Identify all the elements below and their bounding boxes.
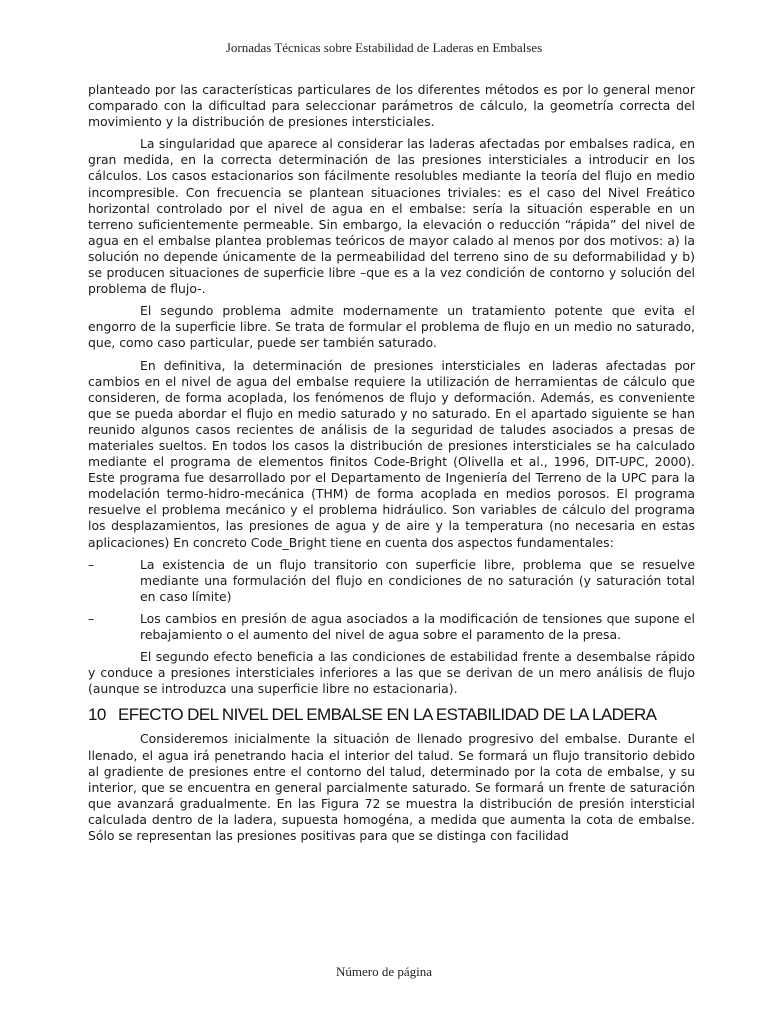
paragraph-en-definitiva: En definitiva, la determinación de presiones intersticiales en laderas afectadas por cambios en el nivel de agua del embalse requiere la utilización de herramientas de cálculo que consideren, de forma acoplada, los fenómenos de flujo y deformación. Además, es conveniente que se pueda abordar el flujo en medio saturado y no saturado. En el apartado siguiente se han reunido algunos casos recientes de análisis de la seguridad de taludes asociados a presas de materiales sueltos. En todos los casos la distribución de presiones intersticiales se ha calculado mediante el programa de elementos finitos Code-Bright (Olivella et al., 1996, DIT-UPC, 2000). Este programa fue desarrollado por el Departamento de Ingeniería del Terreno de la UPC para la modelación termo-hidro-mecánica (THM) de forma acoplada en medios porosos. El programa resuelve el problema mecánico y el problema hidráulico. Son variables de cálculo del programa los desplazamientos, las presiones de agua y de aire y la temperatura (no necesaria en estas aplicaciones) En concreto Code_Bright tiene en cuenta dos aspectos fundamentales: — [88, 357, 695, 550]
body-text — [88, 82, 695, 850]
dash-marker: – — [88, 610, 95, 626]
section-number: 10 — [88, 705, 106, 725]
dash-marker: – — [88, 556, 95, 572]
page-number-footer: Número de página — [335, 964, 433, 979]
paragraph-segundo-problema: El segundo problema admite modernamente un tratamiento potente que evita el engorro de la superficie libre. Se trata de formular el problema de flujo en un medio no saturado, que, como caso particular, puede ser también saturado. — [88, 303, 695, 351]
paragraph-singularidad: La singularidad que aparece al considerar las laderas afectadas por embalses radica, en gran medida, en la correcta determinación de las presiones intersticiales a introducir en los cálculos. Los casos estacionarios son fácilmente resolubles mediante la teoría del flujo en medio incompresible. Con frecuencia se plantean situaciones triviales: es el caso del Nivel Freático horizontal controlado por el nivel de agua en el embalse: sería la situación esperable en un terreno suficientemente permeable. Sin embargo, la elevación o reducción “rápida” del nivel de agua en el embalse plantea problemas teóricos de mayor calado al menos por dos motivos: a) la solución no depende únicamente de la permeabilidad del terreno sino de su deformabilidad y b) se producen situaciones de superficie libre –que es a la vez condición de contorno y solución del problema de flujo-. — [88, 136, 695, 297]
list-item-text: La existencia de un flujo transitorio con superficie libre, problema que se resuelve mediante una formulación del flujo en condiciones de no saturación (y saturación total en caso límite) — [140, 556, 695, 604]
section-heading — [88, 707, 695, 723]
paragraph-consideremos: Consideremos inicialmente la situación de llenado progresivo del embalse. Durante el llenado, el agua irá penetrando hacia el interior del talud. Se formará un flujo transitorio debido al gradiente de presiones entre el contorno del talud, determinado por la cota de embalse, y su interior, que se encuentra en general parcialmente saturado. Se formará un frente de saturación que avanzará gradualmente. En las Figura 72 se muestra la distribución de presión intersticial calculada dentro de la ladera, supuesta homogéna, a medida que aumenta la cota de embalse. Sólo se representan las presiones positivas para que se distinga con facilidad — [88, 731, 695, 844]
bullet-list — [88, 557, 695, 643]
section-title: EFECTO DEL NIVEL DEL EMBALSE EN LA ESTABILIDAD DE LA LADERA — [118, 705, 657, 725]
paragraph-segundo-efecto: El segundo efecto beneficia a las condiciones de estabilidad frente a desembalse rápido y conduce a presiones intersticiales inferiores a las que se derivan de un mero análisis de flujo (aunque se introduzca una superficie libre no estacionaria). — [88, 649, 695, 697]
list-item-text: Los cambios en presión de agua asociados a la modificación de tensiones que supone el rebajamiento o el aumento del nivel de agua sobre el paramento de la presa. — [140, 610, 695, 642]
list-item — [88, 611, 695, 643]
paragraph-continuation: planteado por las características particulares de los diferentes métodos es por lo general menor comparado con la dificultad para seleccionar parámetros de cálculo, la geometría correcta del movimiento y la distribución de presiones intersticiales. — [88, 82, 695, 130]
running-header: Jornadas Técnicas sobre Estabilidad de Laderas en Embalses — [225, 40, 543, 55]
list-item — [88, 557, 695, 605]
